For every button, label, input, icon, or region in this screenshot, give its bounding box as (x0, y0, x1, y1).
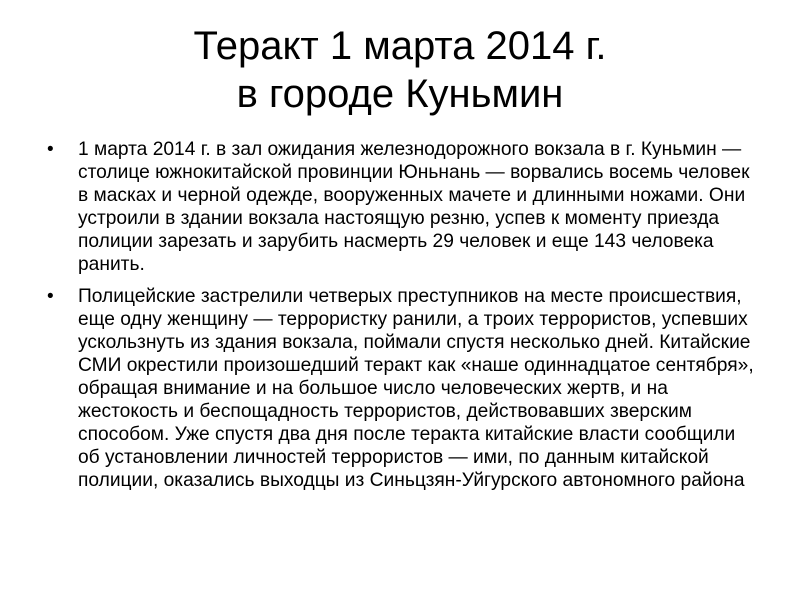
bullet-text-aftermath: Полицейские застрелили четверых преступников на месте происшествия, еще одну женщину — террористку ранили, а троих террористов, успевших ускользнуть из здания вокзала, поймали спустя несколько дней. Китайские СМИ окрестили произошедший теракт как «наше одиннадцатое сентября», обращая внимание и на большое число человеческих жертв, и на жестокость и беспощадность террористов, действовавших зверским способом. Уже спустя два дня после теракта китайские власти сообщили об установлении личностей террористов — ими, по данным китайской полиции, оказались выходцы из Синьцзян-Уйгурского автономного района (78, 285, 754, 492)
slide-title-line-2: в городе Куньмин (236, 72, 564, 116)
slide-title (40, 22, 760, 118)
bullet-item-aftermath (44, 285, 756, 493)
bullet-list (44, 138, 756, 500)
bullet-dot-icon: • (47, 285, 54, 307)
bullet-text-attack: 1 марта 2014 г. в зал ожидания железнодорожного вокзала в г. Куньмин — столице южнокитайской провинции Юньнань — ворвались восемь человек в масках и черной одежде, вооруженных мачете и длинными ножами. Они устроили в здании вокзала настоящую резню, успев к моменту приезда полиции зарезать и зарубить насмерть 29 человек и еще 143 человека ранить. (78, 139, 750, 276)
slide-title-line-1: Теракт 1 марта 2014 г. (193, 24, 607, 68)
bullet-item-attack (44, 138, 756, 277)
bullet-dot-icon: • (47, 139, 54, 160)
